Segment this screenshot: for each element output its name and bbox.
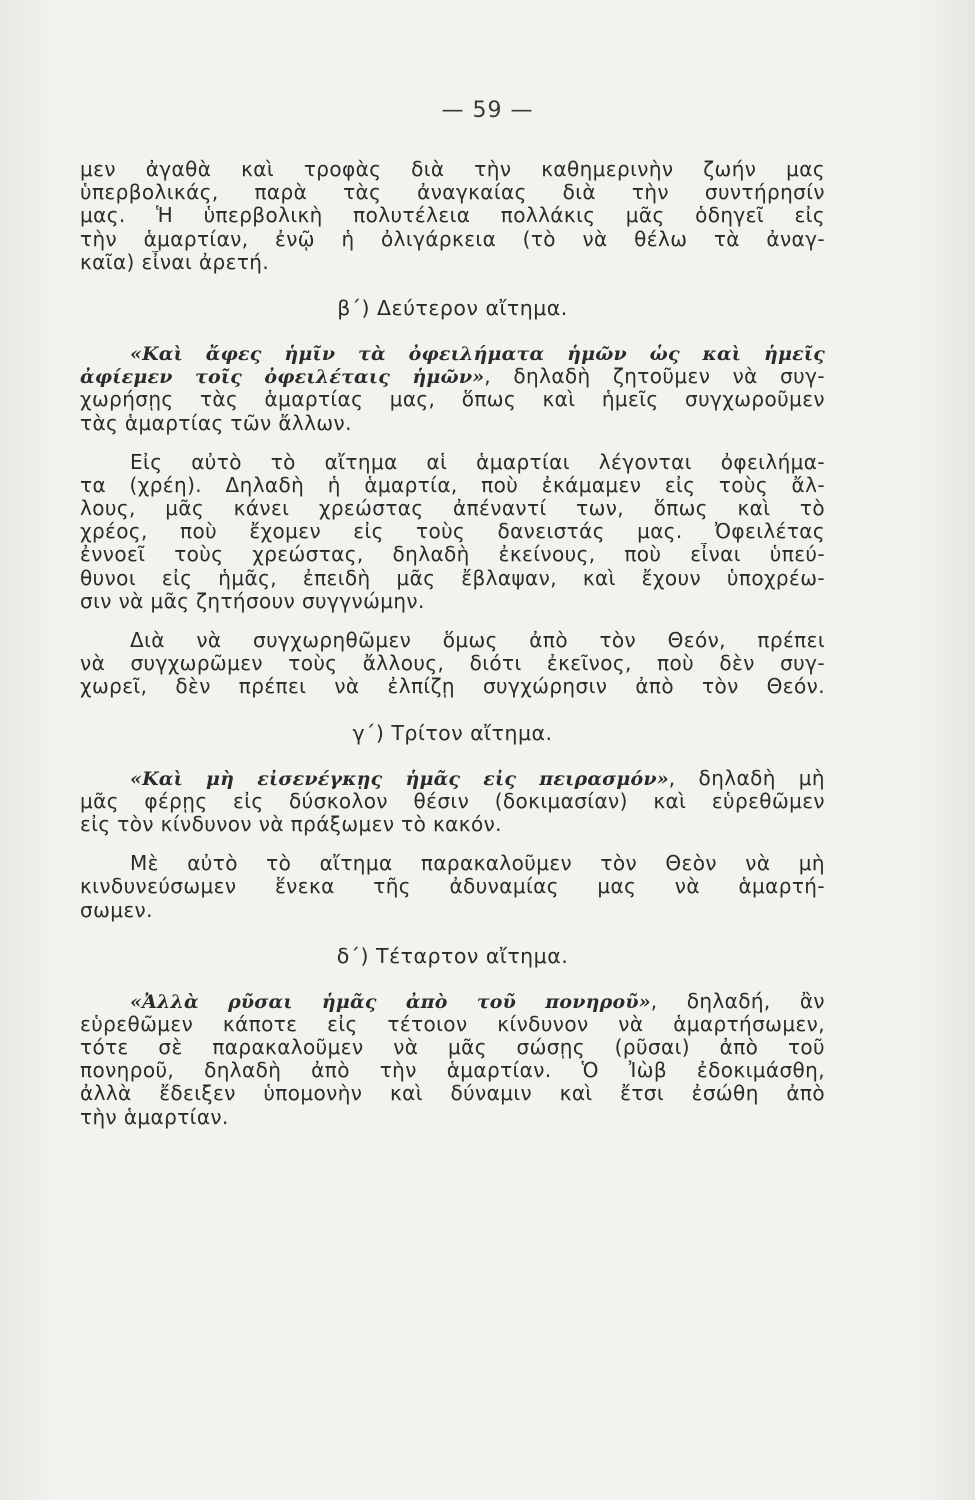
text-line: εὑρεθῶμεν κάποτε εἰς τέτοιον κίνδυνον νὰ ἁμαρτήσωμεν,: [80, 1012, 825, 1036]
text-line: χωρεῖ, δὲν πρέπει νὰ ἐλπίζῃ συγχώρησιν ἀπὸ τὸν Θεόν.: [80, 675, 825, 699]
text-line: τότε σὲ παρακαλοῦμεν νὰ μᾶς σώσῃς (ρῦσαι) ἀπὸ τοῦ: [80, 1036, 825, 1060]
paragraph-deliver-quote: [80, 990, 825, 1129]
text-line: σιν νὰ μᾶς ζητήσουν συγγνώμην.: [80, 589, 425, 613]
text-line: μεν ἀγαθὰ καὶ τροφὰς διὰ τὴν καθημερινὴν ζωήν μας: [80, 158, 825, 181]
text-line: τα (χρέη). Δηλαδὴ ἡ ἁμαρτία, ποὺ ἐκάμαμεν εἰς τοὺς ἄλ-: [80, 473, 825, 497]
section-heading-b: β΄) Δεύτερον αἴτημα.: [337, 295, 568, 320]
quote-tail: , δηλαδή, ἂν: [650, 989, 825, 1013]
text-line: ἐννοεῖ τοὺς χρεώστας, δηλαδὴ ἐκείνους, ποὺ εἶναι ὑπεύ-: [80, 543, 825, 567]
text-line: κινδυνεύσωμεν ἕνεκα τῆς ἀδυναμίας μας νὰ ἁμαρτή-: [80, 875, 825, 899]
paragraph-temptation-quote: [80, 767, 825, 837]
text-line: Μὲ αὐτὸ τὸ αἴτημα παρακαλοῦμεν τὸν Θεὸν νὰ μὴ: [130, 852, 825, 876]
text-line: λους, μᾶς κάνει χρεώστας ἀπέναντί των, ὅπως καὶ τὸ: [80, 497, 825, 521]
text-line: νὰ συγχωρῶμεν τοὺς ἄλλους, διότι ἐκεῖνος, ποὺ δὲν συγ-: [80, 652, 825, 676]
text-line: τὴν ἁμαρτίαν.: [80, 1105, 229, 1129]
text-line: καῖα) εἶναι ἀρετή.: [80, 250, 270, 274]
quote-tail: , δηλαδὴ μὴ: [668, 766, 825, 790]
text-line: τὰς ἁμαρτίας τῶν ἄλλων.: [80, 411, 352, 435]
text-line: τὴν ἁμαρτίαν, ἐνῷ ἡ ὀλιγάρκεια (τὸ νὰ θέλω τὰ ἀναγ-: [80, 227, 825, 251]
page-number: — 59 —: [441, 98, 534, 123]
quote-tail: , δηλαδὴ ζητοῦμεν νὰ συγ-: [484, 365, 825, 389]
section-heading-d: δ΄) Τέταρτον αἴτημα.: [336, 943, 569, 968]
text-line: [80, 767, 825, 790]
section-heading-c: γ΄) Τρίτον αἴτημα.: [352, 720, 553, 745]
text-line: χωρήσῃς τὰς ἁμαρτίας μας, ὅπως καὶ ἡμεῖς συγχωροῦμεν: [80, 388, 825, 412]
italic-quote: «Καὶ μὴ εἰσενέγκῃς ἡμᾶς εἰς πειρασμόν»: [130, 767, 669, 790]
text-line: Διὰ νὰ συγχωρηθῶμεν ὅμως ἀπὸ τὸν Θεόν, πρέπει: [130, 629, 825, 652]
paragraph-forgive-quote: [80, 342, 825, 435]
paragraph-forgiveness: [80, 629, 825, 699]
text-line: ἀλλὰ ἔδειξεν ὑπομονὴν καὶ δύναμιν καὶ ἔτσι ἐσώθη ἀπὸ: [80, 1082, 825, 1106]
italic-quote: ἀφίεμεν τοῖς ὀφειλέταις ἡμῶν»: [80, 366, 485, 389]
text-line: σωμεν.: [80, 898, 153, 922]
text-line: εἰς τὸν κίνδυνον νὰ πράξωμεν τὸ κακόν.: [80, 812, 502, 836]
italic-quote: «Ἀλλὰ ρῦσαι ἡμᾶς ἀπὸ τοῦ πονηροῦ»: [130, 990, 651, 1013]
text-line: χρέος, ποὺ ἔχομεν εἰς τοὺς δανειστάς μας. Ὀφειλέτας: [80, 520, 825, 544]
page-body: [80, 158, 825, 1129]
text-line: [80, 342, 825, 365]
text-line: Εἰς αὐτὸ τὸ αἴτημα αἱ ἁμαρτίαι λέγονται ὀφειλήμα-: [130, 450, 825, 474]
paragraph-debts: [80, 451, 825, 613]
text-line: πονηροῦ, δηλαδὴ ἀπὸ τὴν ἁμαρτίαν. Ὁ Ἰὼβ ἐδοκιμάσθη,: [80, 1059, 825, 1083]
paragraph-luxury: [80, 158, 825, 274]
text-line: μᾶς φέρῃς εἰς δύσκολον θέσιν (δοκιμασίαν) καὶ εὑρεθῶμεν: [80, 789, 825, 813]
paragraph-weakness: [80, 852, 825, 922]
text-line: θυνοι εἰς ἡμᾶς, ἐπειδὴ μᾶς ἔβλαψαν, καὶ ἔχουν ὑποχρέω-: [80, 566, 825, 590]
text-line: [80, 990, 825, 1013]
text-line: ὑπερβολικάς, παρὰ τὰς ἀναγκαίας διὰ τὴν συντήρησίν: [80, 181, 825, 205]
italic-quote: «Καὶ ἄφες ἡμῖν τὰ ὀφειλήματα ἡμῶν ὡς καὶ ἡμεῖς: [130, 342, 825, 365]
text-line: μας. Ἡ ὑπερβολικὴ πολυτέλεια πολλάκις μᾶς ὁδηγεῖ εἰς: [80, 204, 825, 228]
text-line: [80, 365, 825, 388]
